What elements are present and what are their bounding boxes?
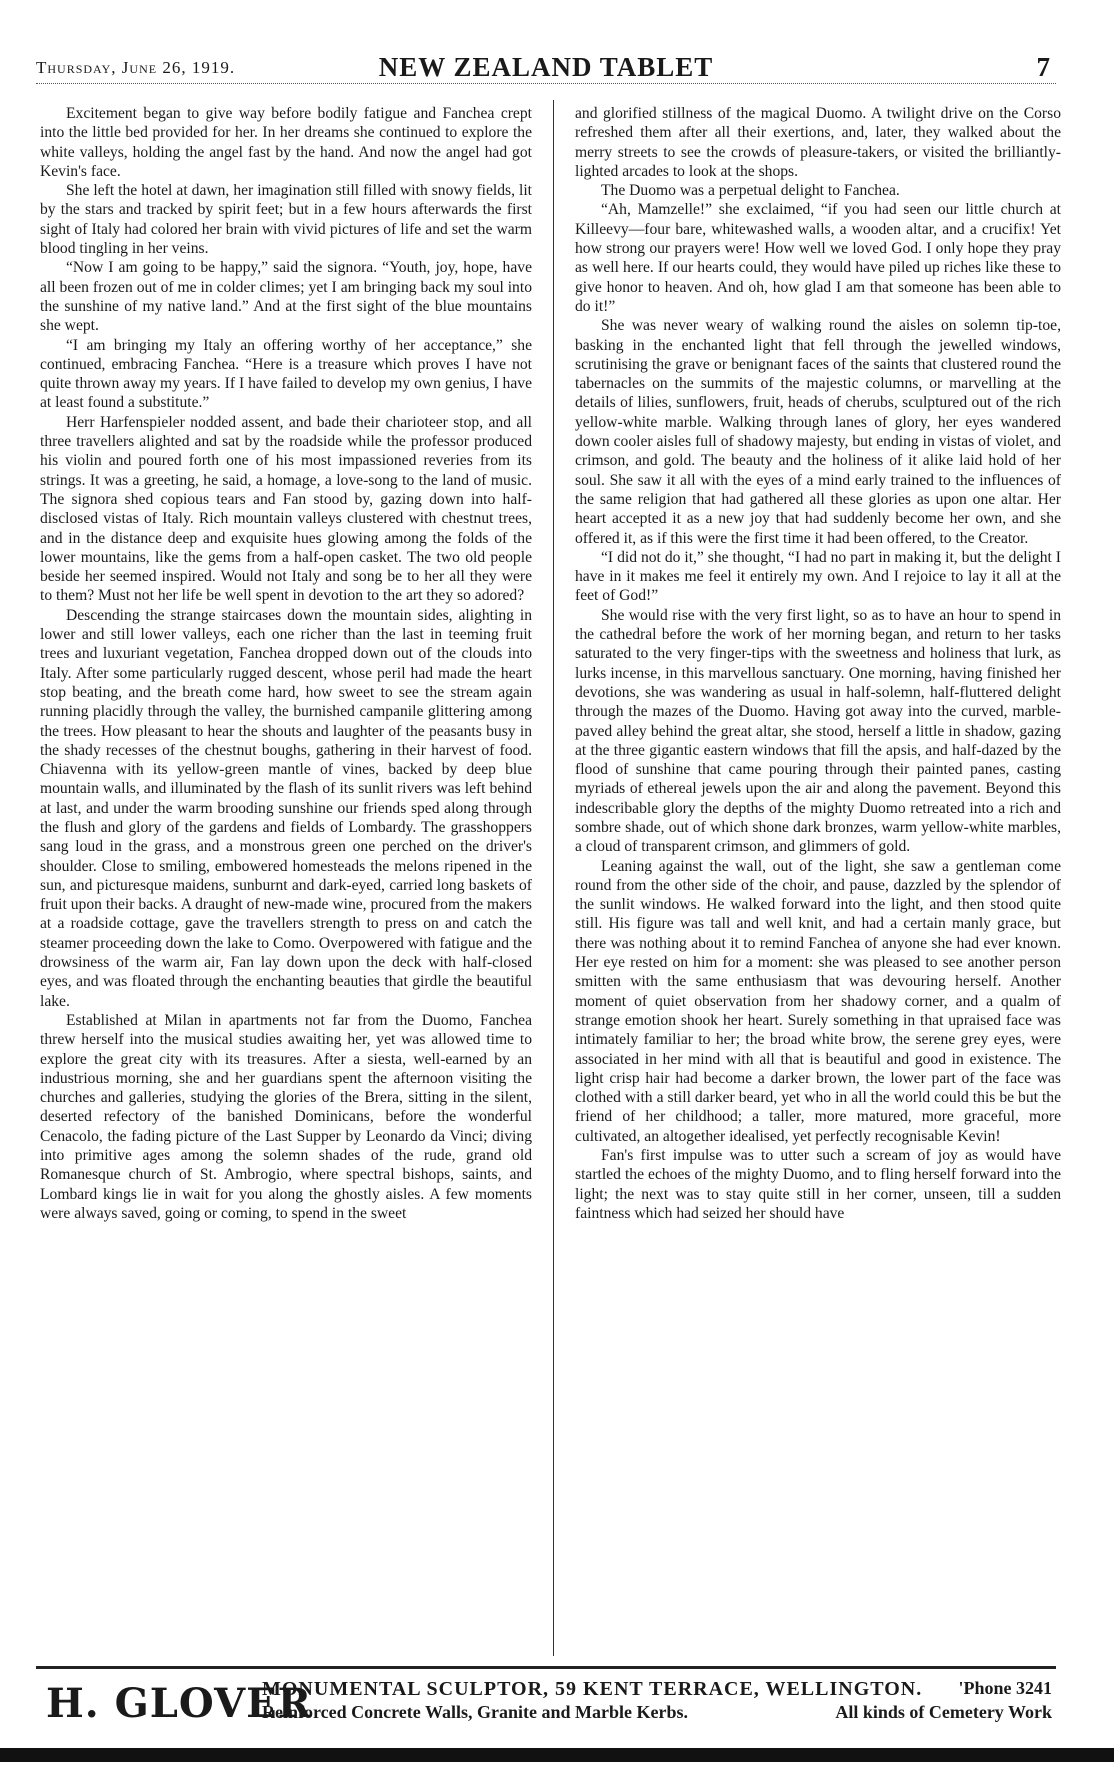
paragraph: Established at Milan in apartments not far from the Duomo, Fanchea threw herself into the musical studies awaiting her, yet was allowed time to explore the great city with its treasures. After a siesta, well-earned by an industrious morning, she and her guardians spent the afternoon visiting the churches and galleries, studying the glories of the Brera, sitting in the silent, deserted refectory of the banished Dominicans, before the wonderful Cenacolo, the fading picture of the Last Supper by Leonardo da Vinci; diving into primitive ages among the solemn shades of the rude, grand old Romanesque church of St. Ambrogio, where spectral bishops, saints, and Lombard kings lie in wait for you along the ghostly aisles. A few moments were always saved, going or coming, to spend in the sweet (40, 1011, 532, 1222)
paragraph: She left the hotel at dawn, her imagination still filled with snowy fields, lit by the stars and tracked by spirit feet; but in a few hours afterwards the first sight of Italy had colored her brain with vivid pictures of life and set the warm blood tingling in her veins. (40, 182, 532, 258)
header-rule (36, 83, 1056, 84)
paragraph: She would rise with the very first light, so as to have an hour to spend in the cathedral before the work of her morning began, and return to her tasks saturated to the very finger-tips with the sweetness and holiness that lurk, as lurks incense, in this marvellous sanctuary. One morning, having finished her devotions, she was wandering as usual in half-solemn, half-fluttered delight through the mazes of the Duomo. Having got away into the curved, marble-paved alley behind the great altar, she stood, herself a little in shadow, gazing at the three gigantic eastern windows that fill the apsis, and half-dazed by the flood of sunshine that came pouring through their painted panes, casting myriads of ethereal jewels upon the air and along the pavement. Beyond this indescribable glory the depths of the mighty Duomo retreated into a rich and sombre shade, out of which shone dark bronzes, warm yellow-white marbles, a cloud of transparent crimson, and glimmers of gold. (575, 606, 1061, 856)
page-header (36, 52, 1056, 80)
advertiser-services: Reinforced Concrete Walls, Granite and Marble Kerbs. (262, 1702, 688, 1722)
right-column (575, 104, 1061, 1656)
paragraph: “I am bringing my Italy an offering worthy of her acceptance,” she continued, embracing Fanchea. “Here is a treasure which proves I have not quite thrown away my years. If I have failed to develop my own genius, I have at least found a substitute.” (40, 336, 532, 412)
column-divider (553, 100, 554, 1656)
paragraph: and glorified stillness of the magical Duomo. A twilight drive on the Corso refreshed them after all their exertions, and, later, they walked about the merry streets to see the crowds of pleasure-takers, or visited the brilliantly-lighted arcades to look at the shops. (575, 105, 1061, 180)
paragraph: She was never weary of walking round the aisles on solemn tip-toe, basking in the enchanted light that fell through the jewelled windows, scrutinising the grave or benignant faces of the saints that clustered round the tabernacles on the summits of the majestic columns, or marvelling at the details of lilies, sunflowers, fruit, heads of cherubs, sculptured out of the rich yellow-white marble. Walking through lanes of glory, her eyes wandered down cooler aisles full of shadowy majesty, but ending in vistas of violet, and crimson, and gold. The beauty and the holiness of it alike laid hold of her soul. She saw it all with the eyes of a mind early trained to the influences of the same religion that had gathered all these glories as upon one altar. Her heart accepted it as a new joy that had suddenly become her own, and she offered it, as if this were the first time it had been offered, to the Creator. (575, 317, 1061, 547)
advertisement (36, 1676, 1056, 1738)
paragraph: Herr Harfenspieler nodded assent, and bade their charioteer stop, and all three travellers alighted and sat by the roadside while the professor produced his violin and poured forth one of his most impassioned reveries from its strings. It was a greeting, he said, a homage, a love-song to the land of music. The signora shed copious tears and Fan stood by, gazing down into half-disclosed vistas of Italy. Rich mountain valleys clustered with chestnut trees, and in the distance deep and exquisite hues glowing among the folds of the lower mountains, like the gems from a half-open casket. The two old people beside her seemed inspired. Would not Italy and song be to her all they were to them? Must not her life be well spent in devotion to the art they so adored? (40, 413, 532, 605)
footer-rule (36, 1666, 1056, 1669)
paragraph: “Now I am going to be happy,” said the signora. “Youth, joy, hope, have all been frozen out of me in colder climes; yet I am bringing back my soul into the sunshine of my native land.” And at the first sight of the blue mountains she wept. (40, 259, 532, 335)
paragraph: “I did not do it,” she thought, “I had no part in making it, but the delight I have in it makes me feel it entirely my own. And I rejoice to lay it all at the feet of God!” (575, 548, 1061, 605)
paragraph: Fan's first impulse was to utter such a scream of joy as would have startled the echoes of the mighty Duomo, and to fling herself forward into the light; the next was to stay quite still in her corner, unseen, till a sudden faintness which had seized her should have (575, 1147, 1061, 1222)
paragraph: “Ah, Mamzelle!” she exclaimed, “if you had seen our little church at Killeevy—four bare, whitewashed walls, a wooden altar, and a crucifix! Yet how strong our prayers were! How well we loved God. I only hope they pray as well here. If our hearts could, they would have piled up riches like these to give honor to heaven. And oh, how glad I am that someone has been able to do it!” (575, 201, 1061, 315)
publication-title: NEW ZEALAND TABLET (378, 52, 714, 82)
advertiser-address: MONUMENTAL SCULPTOR, 59 KENT TERRACE, WELLINGTON. (262, 1678, 923, 1700)
left-column (40, 104, 532, 1656)
issue-date: Thursday, June 26, 1919. (36, 58, 236, 77)
page-number: 7 (1036, 52, 1050, 82)
advertiser-name: H. GLOVER (46, 1680, 312, 1727)
paragraph: Leaning against the wall, out of the light, she saw a gentleman come round from the other side of the choir, and pause, dazzled by the splendor of the sunlit windows. He walked forward into the light, and then stood quite still. His figure was tall and well knit, and had a certain manly grace, but there was nothing about it to remind Fanchea of anyone she had ever known. Her eye rested on him for a moment: she was pleased to see another person smitten with the same enthusiasm that was devouring herself. Another moment of quiet observation from her shadowy corner, and a qualm of strange emotion shook her heart. Surely something in that upraised face was intimately familiar to her; the broad white brow, the serene grey eyes, were associated in her mind with all that is beautiful and good in existence. The light crisp hair had become a darker brown, the lower part of the face was clothed with a still darker beard, yet who in all the world could this be but the friend of her childhood; a taller, more matured, more graceful, more cultivated, an altogether idealised, yet perfectly recognisable Kevin! (575, 857, 1061, 1145)
paragraph: Excitement began to give way before bodily fatigue and Fanchea crept into the little bed provided for her. In her dreams she continued to explore the white valleys, holding the angel fast by the hand. And now the angel had got Kevin's face. (40, 105, 532, 180)
page-bottom-bar (0, 1748, 1114, 1762)
advertiser-phone: 'Phone 3241 (958, 1678, 1052, 1698)
paragraph: The Duomo was a perpetual delight to Fanchea. (601, 182, 900, 200)
paragraph: Descending the strange staircases down the mountain sides, alighting in lower and still lower valleys, each one richer than the last in teeming fruit trees and luxuriant vegetation, Fanchea dropped down out of the clouds into Italy. After some particularly rugged descent, whose peril had made the heart stop beating, and the breath come hard, how sweet to see the stream again running placidly through the valley, the burnished campanile glittering among the trees. How pleasant to hear the shouts and laughter of the peasants busy in the shady recesses of the chestnut boughs, gathering in their harvest of food. Chiavenna with its yellow-green mantle of vines, backed by deep blue mountain walls, and illuminated by the flash of its sunlit rivers was left behind at last, and under the warm brooding sunshine our friends sped along through the flush and glory of the gardens and fields of Lombardy. The grasshoppers sang loud in the grass, and a monstrous green one perched on the driver's shoulder. Close to smiling, embowered homesteads the melons ripened in the sun, and picturesque maidens, sunburnt and dark-eyed, carried long baskets of fruit upon their backs. A draught of new-made wine, procured from the makers at a roadside cottage, gave the travellers strength to press on and catch the steamer proceeding down the lake to Como. Overpowered with fatigue and the drowsiness of the warm air, Fan lay down upon the deck with half-closed eyes, and was floated through the enchanting beauties that girdle the beautiful lake. (40, 606, 532, 1010)
advertiser-specialty: All kinds of Cemetery Work (835, 1702, 1052, 1722)
